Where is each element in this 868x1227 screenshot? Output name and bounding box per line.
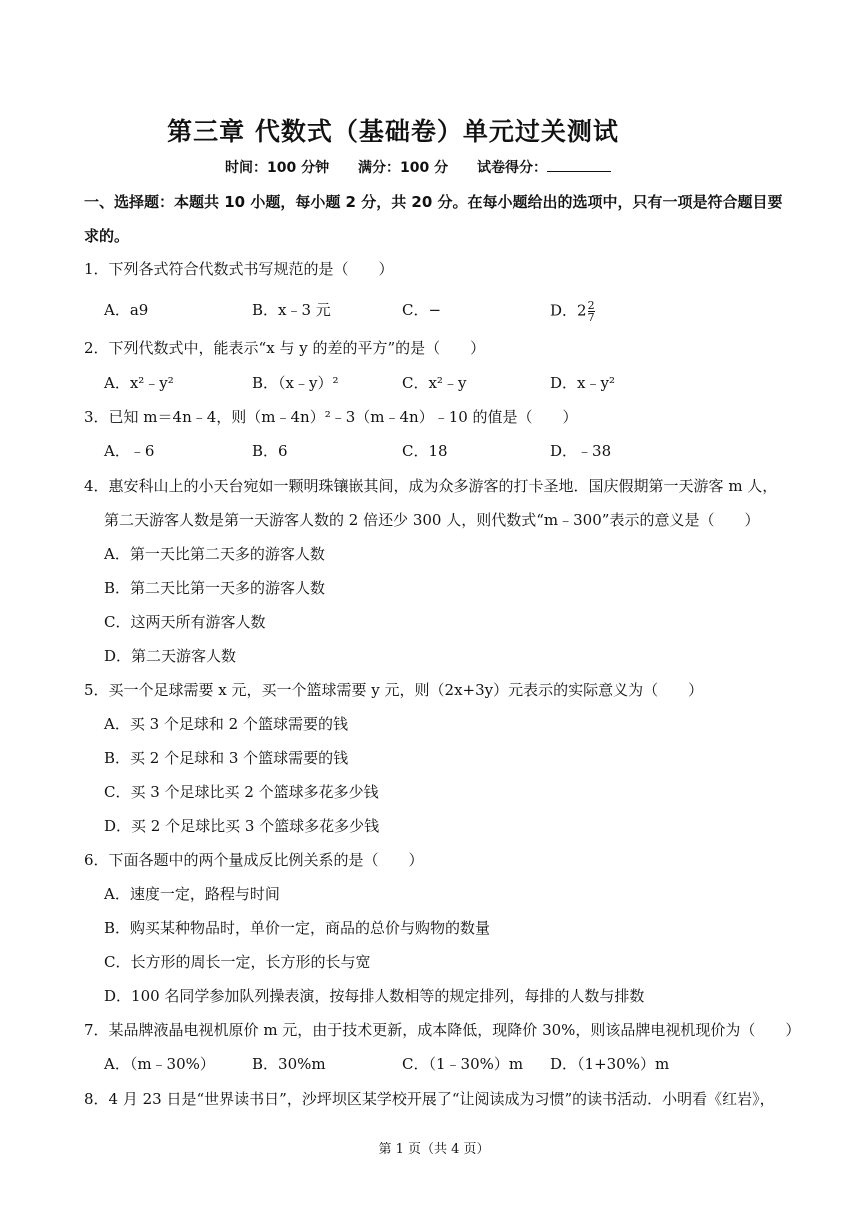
option: A．﹣6 xyxy=(104,442,155,460)
option: B．6 xyxy=(252,442,288,460)
exam-meta xyxy=(0,157,836,177)
option: C．买 3 个足球比买 2 个篮球多花多少钱 xyxy=(104,783,379,801)
option: A．买 3 个足球和 2 个篮球需要的钱 xyxy=(104,715,348,733)
full-score-info: 满分：100 分 xyxy=(358,160,449,176)
option: D．（1+30%）m xyxy=(550,1055,670,1073)
question-stem: 3．已知 m＝4n﹣4，则（m﹣4n）²﹣3（m﹣4n）﹣10 的值是（ ） xyxy=(84,408,578,426)
option: C．− xyxy=(402,301,442,319)
option: B．购买某种物品时，单价一定，商品的总价与购物的数量 xyxy=(104,919,491,937)
score-blank xyxy=(547,159,611,172)
option: B．（x﹣y）² xyxy=(252,374,339,392)
question-stem: 2．下列代数式中，能表示“x 与 y 的差的平方”的是（ ） xyxy=(84,339,486,357)
page-title: 第三章 代数式（基础卷）单元过关测试 xyxy=(167,117,619,146)
option: B．买 2 个足球和 3 个篮球需要的钱 xyxy=(104,749,349,767)
option: C．18 xyxy=(402,442,448,460)
question-stem-cont: 第二天游客人数是第一天游客人数的 2 倍还少 300 人，则代数式“m﹣300”表示的意义是（ ） xyxy=(104,511,760,529)
fraction: $\frac{2}{7}$ xyxy=(587,299,595,324)
option: A．速度一定，路程与时间 xyxy=(104,885,280,903)
option: C．这两天所有游客人数 xyxy=(104,613,266,631)
option: B．x﹣3 元 xyxy=(252,301,331,319)
score-field: 试卷得分： xyxy=(477,160,611,176)
option: D．2 $\frac{2}{7}$ xyxy=(550,299,595,324)
option: D．第二天游客人数 xyxy=(104,647,237,665)
option: B．第二天比第一天多的游客人数 xyxy=(104,579,326,597)
option: D．x﹣y² xyxy=(550,374,615,392)
question-stem: 7．某品牌液晶电视机原价 m 元，由于技术更新，成本降低，现降价 30%，则该品牌电视机现价为（ ） xyxy=(84,1021,801,1039)
option-row xyxy=(104,373,804,393)
option: D．﹣38 xyxy=(550,442,612,460)
option: A．第一天比第二天多的游客人数 xyxy=(104,545,325,563)
question-stem: 8．4 月 23 日是“世界读书日”，沙坪坝区某学校开展了“让阅读成为习惯”的读书活动．小明看《红岩》， xyxy=(84,1090,775,1108)
section-heading: 一、选择题：本题共 10 小题，每小题 2 分，共 20 分。在每小题给出的选项中，只有一项是符合题目要求的。 xyxy=(84,193,783,245)
question-stem: 6．下面各题中的两个量成反比例关系的是（ ） xyxy=(84,851,424,869)
time-info: 时间：100 分钟 xyxy=(225,160,330,176)
question-stem: 5．买一个足球需要 x 元，买一个篮球需要 y 元，则（2x+3y）元表示的实际意义为（ ） xyxy=(84,681,704,699)
option-row xyxy=(104,441,804,461)
option: D．100 名同学参加队列操表演，按每排人数相等的规定排列，每排的人数与排数 xyxy=(104,987,645,1005)
option: D．买 2 个足球比买 3 个篮球多花多少钱 xyxy=(104,817,380,835)
option: B．30%m xyxy=(252,1055,326,1073)
question-stem: 1．下列各式符合代数式书写规范的是（ ） xyxy=(84,260,394,278)
option: A．（m﹣30%） xyxy=(104,1055,215,1073)
option: C．（1﹣30%）m xyxy=(402,1055,524,1073)
page-footer: 第 1 页（共 4 页） xyxy=(378,1142,490,1157)
option: A．a9 xyxy=(104,301,149,319)
option: C．长方形的周长一定，长方形的长与宽 xyxy=(104,953,371,971)
option: A．x²﹣y² xyxy=(104,374,174,392)
option: C．x²﹣y xyxy=(402,374,467,392)
question-stem: 4．惠安科山上的小天台宛如一颗明珠镶嵌其间，成为众多游客的打卡圣地．国庆假期第一天游客 m 人， xyxy=(84,477,778,495)
option-row xyxy=(104,1054,804,1074)
option-row xyxy=(104,299,804,324)
